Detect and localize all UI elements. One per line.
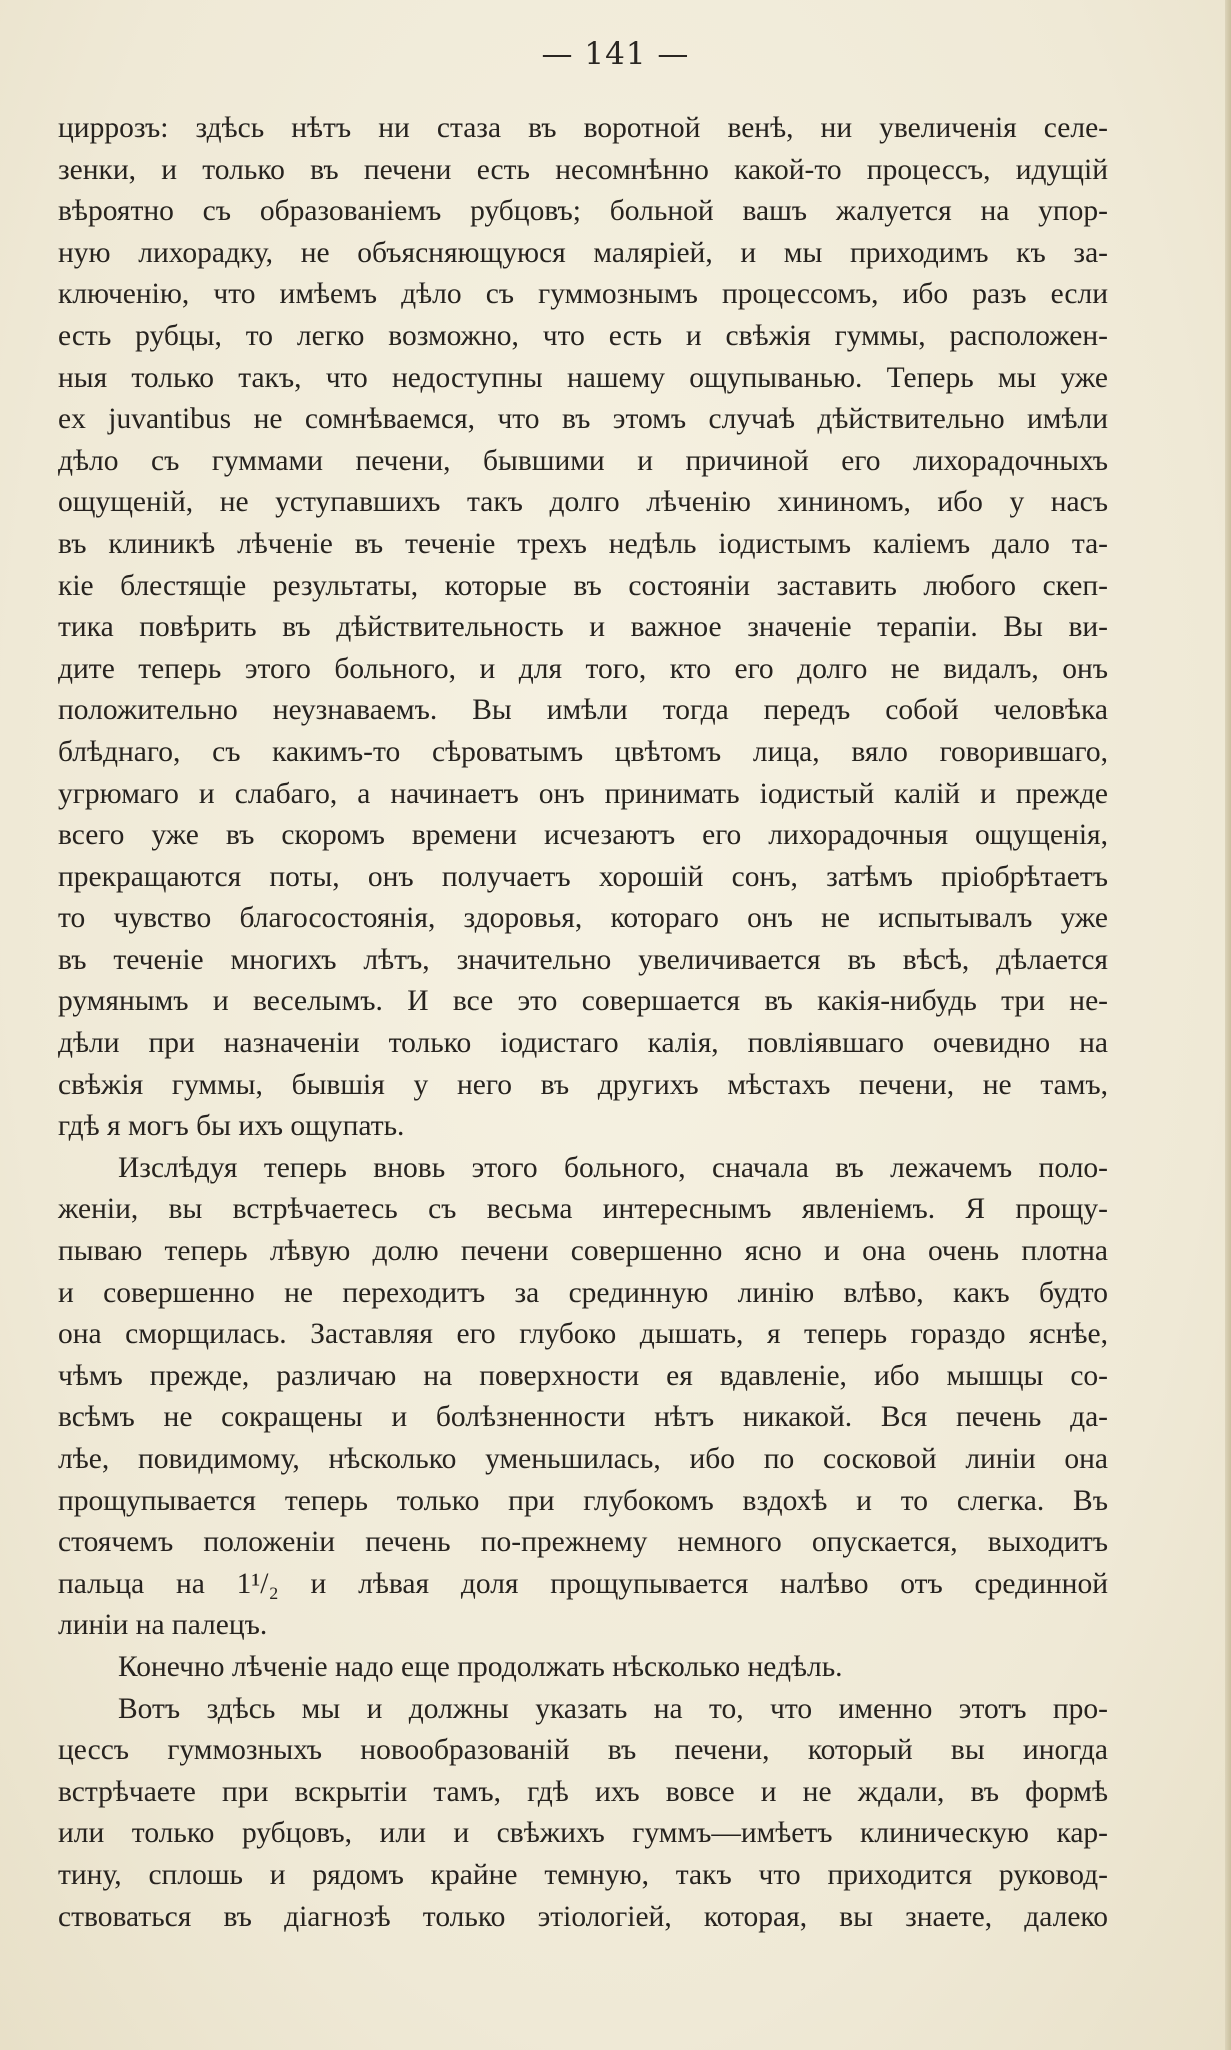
text-line: положительно неузнаваемъ. Вы имѣли тогда передъ собой человѣка: [58, 694, 1108, 727]
page-number: — 141 —: [541, 36, 690, 72]
text-line: кіе блестящіе результаты, которые въ состояніи заставить любого скеп-: [58, 569, 1108, 602]
text-line: вѣроятно съ образованіемъ рубцовъ; больной вашъ жалуется на упор-: [58, 195, 1108, 228]
text-line: гдѣ я могъ бы ихъ ощупать.: [58, 1110, 405, 1143]
text-line: Конечно лѣченіе надо еще продолжать нѣсколько недѣль.: [118, 1650, 843, 1683]
text-line: и совершенно не переходитъ за срединную линію влѣво, какъ будто: [58, 1276, 1108, 1309]
text-line: Изслѣдуя теперь вновь этого больного, сначала въ лежачемъ поло-: [118, 1151, 1108, 1184]
text-line: прощупывается теперь только при глубокомъ вздохѣ и то слегка. Въ: [58, 1484, 1108, 1517]
text-line: ex juvantibus не сомнѣваемся, что въ этомъ случаѣ дѣйствительно имѣли: [58, 403, 1108, 436]
text-line: чѣмъ прежде, различаю на поверхности ея вдавленіе, ибо мышцы со-: [58, 1359, 1108, 1392]
text-line: зенки, и только въ печени есть несомнѣнно какой-то процессъ, идущій: [58, 153, 1108, 186]
text-line: или только рубцовъ, или и свѣжихъ гуммъ—имѣетъ клиническую кар-: [58, 1817, 1108, 1850]
text-line: ключенію, что имѣемъ дѣло съ гуммознымъ процессомъ, ибо разъ если: [58, 278, 1108, 311]
text-line: ствоваться въ діагнозѣ только этіологіей, которая, вы знаете, далеко: [58, 1900, 1108, 1933]
text-line: свѣжія гуммы, бывшія у него въ другихъ мѣстахъ печени, не тамъ,: [58, 1068, 1108, 1101]
text-line: линіи на палецъ.: [58, 1609, 268, 1642]
text-line: циррозъ: здѣсь нѣтъ ни стаза въ воротной венѣ, ни увеличенія селе-: [58, 112, 1108, 144]
text-line: ощущеній, не уступавшихъ такъ долго лѣченію хининомъ, ибо у насъ: [58, 486, 1108, 519]
text-line: прекращаются поты, онъ получаетъ хорошій сонъ, затѣмъ пріобрѣтаетъ: [58, 860, 1108, 893]
text-line: всего уже въ скоромъ времени исчезаютъ его лихорадочныя ощущенія,: [58, 819, 1108, 852]
text-line: цессъ гуммозныхъ новообразованій въ печени, который вы иногда: [58, 1734, 1108, 1767]
text-line: Вотъ здѣсь мы и должны указать на то, что именно этотъ про-: [118, 1692, 1108, 1725]
text-line: то чувство благосостоянія, здоровья, котораго онъ не испытывалъ уже: [58, 902, 1108, 935]
text-line: тика повѣрить въ дѣйствительность и важное значеніе терапіи. Вы ви-: [58, 611, 1108, 644]
text-line: встрѣчаете при вскрытіи тамъ, гдѣ ихъ вовсе и не ждали, въ формѣ: [58, 1775, 1108, 1808]
text-line: всѣмъ не сокращены и болѣзненности нѣтъ никакой. Вся печень да-: [58, 1401, 1108, 1434]
text-line: угрюмаго и слабаго, а начинаетъ онъ принимать іодистый калій и прежде: [58, 777, 1108, 810]
page-edge: [1225, 0, 1231, 2050]
text-line: румянымъ и веселымъ. И все это совершается въ какія-нибудь три не-: [58, 985, 1108, 1018]
body-text: [58, 108, 1108, 1938]
text-line: дѣли при назначеніи только іодистаго калія, повліявшаго очевидно на: [58, 1027, 1108, 1060]
text-line: она сморщилась. Заставляя его глубоко дышать, я теперь гораздо яснѣе,: [58, 1318, 1108, 1351]
text-line: ную лихорадку, не объясняющуюся маляріей, и мы приходимъ къ за-: [58, 236, 1108, 269]
text-line: въ клиникѣ лѣченіе въ теченіе трехъ недѣль іодистымъ каліемъ дало та-: [58, 527, 1108, 560]
text-line: блѣднаго, съ какимъ-то сѣроватымъ цвѣтомъ лица, вяло говорившаго,: [58, 735, 1108, 768]
text-line: тину, сплошь и рядомъ крайне темную, такъ что приходится руковод-: [58, 1858, 1108, 1891]
text-line: женіи, вы встрѣчаетесь съ весьма интереснымъ явленіемъ. Я прощу-: [58, 1193, 1108, 1226]
text-line: пальца на 1¹/₂ и лѣвая доля прощупывается налѣво отъ срединной: [58, 1567, 1108, 1600]
text-line: дѣло съ гуммами печени, бывшими и причиной его лихорадочныхъ: [58, 444, 1108, 477]
text-line: въ теченіе многихъ лѣтъ, значительно увеличивается въ вѣсѣ, дѣлается: [58, 943, 1108, 976]
text-line: дите теперь этого больного, и для того, кто его долго не видалъ, онъ: [58, 652, 1108, 685]
text-line: есть рубцы, то легко возможно, что есть и свѣжія гуммы, расположен-: [58, 319, 1108, 352]
text-line: пываю теперь лѣвую долю печени совершенно ясно и она очень плотна: [58, 1235, 1108, 1268]
text-line: лѣе, повидимому, нѣсколько уменьшилась, ибо по сосковой линіи она: [58, 1443, 1108, 1475]
text-line: стоячемъ положеніи печень по-прежнему немного опускается, выходитъ: [58, 1526, 1108, 1559]
text-line: ныя только такъ, что недоступны нашему ощупыванью. Теперь мы уже: [58, 361, 1108, 394]
